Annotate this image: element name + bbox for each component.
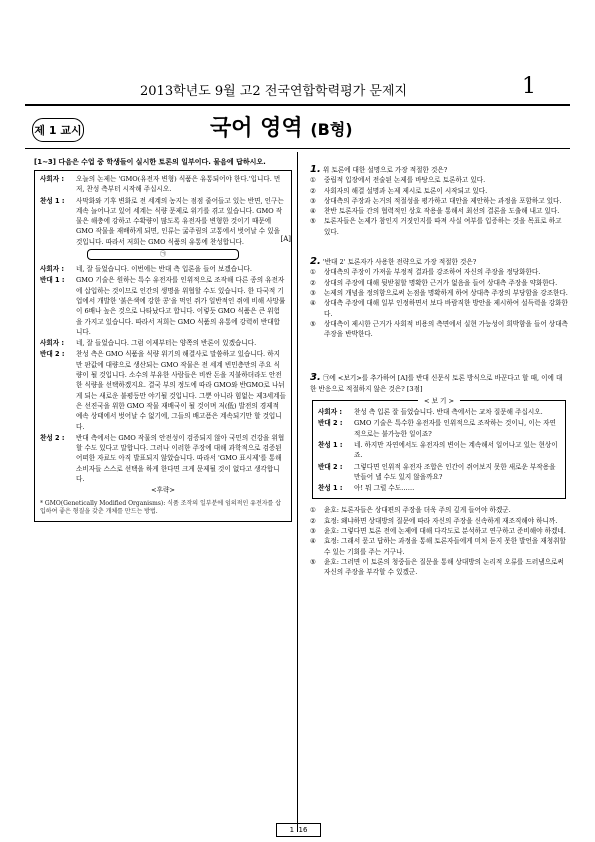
bogi-line xyxy=(318,418,560,439)
speaker-label: 사회자 : xyxy=(40,339,65,348)
option-text: 사회자의 해결 설명과 논제 제시로 토론이 시작되고 있다. xyxy=(324,186,488,195)
bogi-text: 네. 하지만 자연에서도 유전자의 변이는 계속해서 일어나고 있는 현상이죠. xyxy=(354,440,558,460)
option-label: ③ xyxy=(310,527,316,536)
question-1 xyxy=(310,165,568,237)
option-label: ⑤ xyxy=(310,217,316,226)
session-badge: 제 1 교시 xyxy=(32,118,84,142)
blank-marker: ㉠ xyxy=(87,249,239,260)
option-label: ④ xyxy=(310,537,316,546)
bogi-text: 그렇다면 인위적 유전자 조합은 인간이 쥐어보지 못한 새로운 부작용을 만들어 낼 수도 있지 않을까요? xyxy=(354,462,556,481)
option-text: 상대측이 제시한 근거가 사회적 비용의 측면에서 실현 가능성이 희박함을 들어 상대측 주장을 반박한다. xyxy=(324,319,568,339)
option-text: 상대측의 주장과 논거의 적절성을 평가하고 대안을 제안하는 과정을 포함하고 있다. xyxy=(324,196,562,205)
bogi-line xyxy=(318,407,560,417)
debate-turn xyxy=(40,338,286,348)
option-text: 윤호: 그렇다면 토론 전에 논제에 대해 다각도로 분석하고 연구하고 준비해야 하겠네. xyxy=(324,527,566,536)
speaker-label: 찬성 2 : xyxy=(40,433,65,442)
continued-marker: <후략> xyxy=(151,486,175,495)
option-text: 토론자들은 논제가 참인지 거짓인지를 따져 사실 여부를 입증하는 것을 목표로 하고 있다. xyxy=(324,217,562,236)
passage-intro: [1~3] 다음은 수업 중 학생들이 실시한 토론의 일부이다. 물음에 답하시오. xyxy=(34,158,266,166)
answer-option[interactable] xyxy=(310,175,568,185)
header-rule xyxy=(25,104,570,106)
question-column xyxy=(310,165,568,584)
option-text: 상대의 주장에 대해 뒷받침할 명확한 근거가 없음을 들어 상대측 주장을 약화한다. xyxy=(324,278,558,287)
answer-option[interactable] xyxy=(310,526,568,536)
answer-option[interactable] xyxy=(310,186,568,196)
debate-turn xyxy=(40,264,286,274)
bogi-text: 찬성 측 입론 잘 들었습니다. 반대 측에서는 교차 질문해 주십시오. xyxy=(354,408,543,417)
speaker-label: 사회자 : xyxy=(318,408,343,417)
option-label: ⑤ xyxy=(310,557,316,566)
answer-option[interactable] xyxy=(310,288,568,298)
question-number: 3. xyxy=(310,372,321,384)
debate-turn xyxy=(40,349,286,431)
speaker-label: 반대 2 : xyxy=(318,419,343,428)
option-text: 논제의 개념을 정의함으로써 논점을 명확하게 하여 상대측 주장의 부당함을 강조한다. xyxy=(324,288,568,297)
answer-option[interactable] xyxy=(310,278,568,288)
speaker-label: 사회자 : xyxy=(40,175,65,183)
subject-name: 국어 영역 xyxy=(210,116,303,141)
answer-option[interactable] xyxy=(310,267,568,277)
subheader-rule xyxy=(25,148,570,149)
option-label: ③ xyxy=(310,196,316,205)
option-text: 효정: 왜냐하면 상대방의 질문에 따라 자신의 주장을 신속하게 재조직해야 하니까. xyxy=(324,516,558,525)
answer-option[interactable] xyxy=(310,196,568,206)
subject-title xyxy=(210,111,353,142)
question-number: 1. xyxy=(310,164,321,175)
speaker-label: 찬성 1 : xyxy=(318,484,343,493)
page-number: 1 xyxy=(522,74,536,99)
question-stem: 위 토론에 대한 설명으로 가장 적절한 것은? xyxy=(322,166,448,174)
option-label: ③ xyxy=(310,288,316,297)
turn-text: GMO 기술은 원하는 특수 유전자를 인위적으로 조작해 다른 종의 유전자에 삽입하는 것이므로 인간의 생명을 위협할 수도 있습니다. 한 다국적 기업에서 개발한 '붉은색에 강한 콩'을 먹인 쥐가 일반적인 쥐에 비해 사망률이 6배나 높은 것으로 나타났다고 합니다. 이렇듯 GMO 식품은 큰 위험을 가지고 있습니다. 따라서 저희는 GMO 식품의 유통에 강력히 반대합니다. xyxy=(76,276,286,336)
turn-text: 네, 잘 들었습니다. 이번에는 반대 측 입론을 들어 보겠습니다. xyxy=(76,265,252,274)
turn-text: 네, 잘 들었습니다. 그럼 이제부터는 양쪽의 반론이 있겠습니다. xyxy=(76,339,257,348)
speaker-label: 반대 2 : xyxy=(40,350,65,359)
answer-option[interactable] xyxy=(310,298,568,319)
question-number: 2. xyxy=(310,256,321,268)
option-label: ② xyxy=(310,516,316,525)
question-3 xyxy=(310,373,568,577)
turn-text: 사막화와 기후 변화로 전 세계의 농지는 점점 줄어들고 있는 반면, 인구는 계속 늘어나고 있어 세계는 식량 문제로 위기를 겪고 있습니다. GMO 작물은 해충에 강하고 수확량이 많도록 유전자를 변형한 것이기 때문에 GMO 작물을 재배하게 되면, 인류는 굶주림의 고통에서 벗어날 수 있을 것입니다. 따라서 저희는 GMO 식품의 유통에 찬성합니다. xyxy=(76,196,284,246)
option-text: 중립적 입장에서 전술된 논제를 바탕으로 토론하고 있다. xyxy=(324,176,486,185)
option-text: 윤호: 토론자들은 상대편의 주장을 더욱 주의 깊게 들어야 하겠군. xyxy=(324,506,511,515)
bogi-text: GMO 기술은 특수한 유전자를 인위적으로 조작하는 것이니, 이는 자연적으로는 불가능한 일이죠? xyxy=(354,419,556,438)
debate-turn xyxy=(40,196,286,247)
speaker-label: 반대 1 : xyxy=(40,276,65,285)
speaker-label: 반대 2 : xyxy=(318,462,343,471)
bogi-line xyxy=(318,462,560,483)
bogi-line xyxy=(318,483,560,493)
passage-column xyxy=(34,157,292,522)
exam-title: 2013학년도 9월 고2 전국연합학력평가 문제지 xyxy=(140,84,408,99)
debate-turn xyxy=(40,275,286,337)
bracket-a-label: [A] xyxy=(280,235,291,243)
turn-text: 찬성 측은 GMO 식품을 식량 위기의 해결사로 말씀하고 있습니다. 하지만 판값에 대량으로 생산되는 GMO 작물은 전 세계 빈민층만의 주요 식량이 될 것입니다. 소수의 부유한 사람들은 비싼 돈을 지불하더라도 안전한 식량을 선택하겠지요. 결국 부의 정도에 따라 GMO와 반GMO로 나뉘게 되는 새로운 불평등만 야기될 것입니다. 그뿐 아니라 힘없는 제3세계들은 선진국을 위한 GMO 작물 재배국이 될 것이며 저(低) 발전의 경제적 예속 상태에서 벗어날 수 없기에, 그들의 배고픔은 계속되기만 할 것입니다. xyxy=(76,350,286,431)
section-a xyxy=(40,174,291,247)
speaker-label: 사회자 : xyxy=(40,265,65,274)
question-stem: ㉠에 <보기>를 추가하여 [A]를 반대 신문식 토론 방식으로 바꾼다고 할 때, 이에 대한 반응으로 적절하지 않은 것은? [3점] xyxy=(310,374,563,393)
column-divider xyxy=(297,152,298,832)
option-label: ⑤ xyxy=(310,319,316,328)
speaker-label: 찬성 1 : xyxy=(40,196,65,205)
answer-option[interactable] xyxy=(310,557,568,578)
bogi-box xyxy=(312,397,566,499)
option-label: ④ xyxy=(310,207,316,216)
turn-text: 오늘의 논제는 'GMO(유전자 변형) 식품은 유통되어야 한다.'입니다. 먼저, 찬성 측부터 시작해 주십시오. xyxy=(76,175,281,194)
option-label: ① xyxy=(310,268,316,277)
answer-option[interactable] xyxy=(310,516,568,526)
option-label: ② xyxy=(310,278,316,287)
option-text: 윤호: 그러면 이 토론의 청중들은 질문을 통해 상대방의 논리적 오류를 드러냄으로써 자신의 주장을 부각할 수 있겠군. xyxy=(324,557,564,577)
option-label: ① xyxy=(310,176,316,185)
debate-turn xyxy=(40,174,286,195)
footnote: * GMO(Genetically Modified Organisms): 식품 조작의 일부분에 임의적인 유전자를 삽입하여 좋은 형질을 갖춘 개체를 만드는 방법. xyxy=(40,499,282,516)
option-text: 찬반 토론자들 간의 협력적인 상호 작용을 통해서 최선의 결론을 도출해 내고 있다. xyxy=(324,207,560,216)
option-text: 효정: 그래서 묻고 답하는 과정을 통해 토론자들에게 미처 듣지 못한 발언을 재청취할 수 있는 기회를 주는 거구나. xyxy=(324,537,566,556)
answer-option[interactable] xyxy=(310,319,568,340)
debate-turn xyxy=(40,433,286,484)
current-page: 1 xyxy=(289,826,295,834)
bogi-label: < 보 기 > xyxy=(418,396,460,406)
page-indicator xyxy=(276,823,321,837)
speaker-label: 찬성 1 : xyxy=(318,440,343,449)
answer-option[interactable] xyxy=(310,505,568,515)
bogi-text: 아! 뭐 그럴 수도…… xyxy=(354,484,415,493)
subject-type: (B형) xyxy=(310,120,353,139)
answer-option[interactable] xyxy=(310,216,568,237)
answer-option[interactable] xyxy=(310,536,568,557)
option-label: ② xyxy=(310,186,316,195)
question-2 xyxy=(310,257,568,339)
answer-option[interactable] xyxy=(310,206,568,216)
bogi-line xyxy=(318,440,560,461)
option-text: 상대측의 주장이 가져올 부정적 결과를 강조하여 자신의 주장을 정당화한다. xyxy=(324,268,541,277)
debate-passage xyxy=(34,170,292,522)
turn-text: 반대 측에서는 GMO 작물의 안전성이 검증되지 않아 국민의 건강을 위협할 수도 있다고 말합니다. 그러나 이러한 주장에 대해 과학적으로 검증된 어떠한 자료도 아직 발표되지 않았습니다. 따라서 'GMO 표시제'를 통해 소비자들 스스로 선택을 하게 한다면 크게 문제될 것이 없다고 생각합니다. xyxy=(76,433,285,484)
option-label: ① xyxy=(310,506,316,515)
option-text: 상대측 주장에 대해 일부 인정하면서 보다 바람직한 방안을 제시하여 설득력을 강화한다. xyxy=(324,299,568,318)
option-label: ④ xyxy=(310,299,316,308)
question-stem: '반대 2' 토론자가 사용한 전략으로 가장 적절한 것은? xyxy=(322,258,477,267)
total-pages: 16 xyxy=(298,826,308,834)
